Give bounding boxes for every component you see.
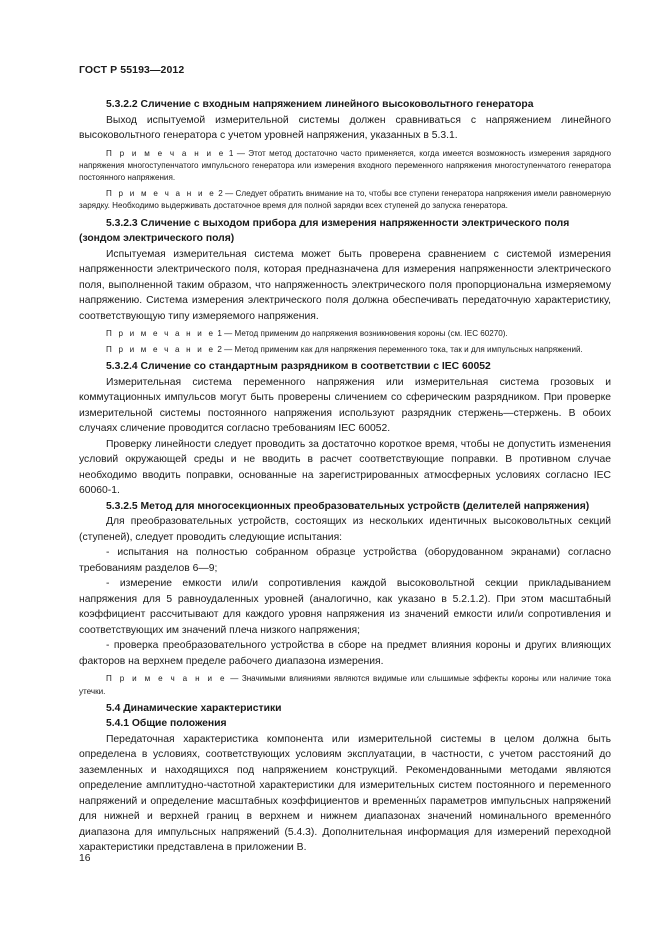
paragraph: Измерительная система переменного напряжения или измерительная система грозовых и коммутационных импульсов могут быть проверены сличением со сферическим разрядником. При проверке измерительной системы постоянного напряжения используют разрядник стержень—стержень. В обоих случаях сличение проводится согласно требованиям IEC 60052. xyxy=(79,376,611,435)
note-text: 2 — Следует обратить внимание на то, чтобы все ступени генератора напряжения имели равномерную зарядку. Необходимо выдерживать достаточное время для полной зарядки всех ступеней до запуска генератора. xyxy=(79,189,611,211)
note xyxy=(79,188,611,212)
note xyxy=(79,328,611,340)
page-number: 16 xyxy=(79,853,91,864)
note-label: П р и м е ч а н и е xyxy=(106,148,226,158)
section-heading: 5.4 Динамические характеристики xyxy=(106,702,282,714)
note-text: — Значимыми влияниями являются видимые или слышимые эффекты короны или наличие тока утечки. xyxy=(79,674,611,696)
list-item: - измерение емкости или/и сопротивления каждой высоковольтной секции прикладыванием напряжения для 5 равноудаленных уровней (аналогично, как указано в 5.2.1.2). При этом масштабный коэффициент рассчитывают для каждого уровня напряжения из значений емкости или/и сопротивления и соответствующих им значений плеча низкого напряжения; xyxy=(79,578,611,636)
paragraph: Выход испытуемой измерительной системы должен сравниваться с напряжением линейного высоковольтного генератора с учетом уровней напряжения, указанных в 5.3.1. xyxy=(79,114,611,141)
paragraph: Для преобразовательных устройств, состоящих из нескольких идентичных высоковольтных секций (ступеней), следует проводить следующие испытания: xyxy=(79,516,611,543)
section-heading: 5.3.2.5 Метод для многосекционных преобразовательных устройств (делителей напряжения) xyxy=(106,500,590,512)
note xyxy=(79,344,611,356)
paragraph: Передаточная характеристика компонента или измерительной системы в целом должна быть определена в условиях, соответствующих условиям эксплуатации, в частности, с учетом расстояний до заземленных и находящихся под напряжением конструкций. Рекомендованными методами являются определение амплитудно-частотной характеристики для измерительных систем постоянного и переменного напряжений и определение масштабных коэффициентов и временны́х параметров импульсных напряжений для нижней и верхней границ в верхнем и нижнем диапазонах значений номинального временно́го диапазона для импульсных напряжений (5.4.3). Дополнительная информация для измерений переходной характеристики представлена в приложении В. xyxy=(79,733,611,854)
list-item: - проверка преобразовательного устройства в сборе на предмет влияния короны и других влияющих факторов на верхнем пределе рабочего диапазона измерения. xyxy=(79,640,611,667)
note-text: 2 — Метод применим как для напряжения переменного тока, так и для импульсных напряжений. xyxy=(215,345,583,355)
note-label: П р и м е ч а н и е xyxy=(106,674,227,684)
document-body xyxy=(79,97,611,856)
section-heading: 5.3.2.2 Сличение с входным напряжением линейного высоковольтного генератора xyxy=(106,99,534,110)
note xyxy=(79,148,611,185)
section-heading: 5.3.2.4 Сличение со стандартным разрядником в соответствии с IEC 60052 xyxy=(106,361,491,373)
paragraph: Проверку линейности следует проводить за достаточно короткое время, чтобы не допустить изменения условий окружающей среды и не вводить в расчет соответствующие поправки. В противном случае необходимо вводить поправки, основанные на зарегистрированных атмосферных условиях согласно IEC 60060-1. xyxy=(79,438,611,497)
note-label: П р и м е ч а н и е xyxy=(106,329,216,339)
paragraph: Испытуемая измерительная система может быть проверена сравнением с системой измерения напряженности электрического поля, которая предназначена для измерения напряженности электрического поля, выполненной таким образом, что напряженность электрического поля пропорциональна измеряемому напряжению. Система измерения электрического поля должна обеспечивать передаточную характеристику, соответствующую типу измеряемого напряжения. xyxy=(79,248,611,322)
note-text: 1 — Метод применим до напряжения возникновения короны (см. IEC 60270). xyxy=(215,329,508,339)
subsection-heading: 5.4.1 Общие положения xyxy=(106,718,227,730)
list-item: - испытания на полностью собранном образце устройства (оборудованном экранами) согласно требованиям разделов 6—9; xyxy=(79,547,611,574)
note-label: П р и м е ч а н и е xyxy=(106,189,216,199)
section-heading: 5.3.2.3 Сличение с выходом прибора для измерения напряженности электрического поля (зондом электрического поля) xyxy=(79,217,570,245)
note xyxy=(79,673,611,697)
note-text: 1 — Этот метод достаточно часто применяется, когда имеется возможность измерения зарядного напряжения многоступенчатого импульсного генератора или измерения входного переменного напряжения многоступенчатого генератора постоянного напряжения. xyxy=(79,148,612,182)
document-header: ГОСТ Р 55193—2012 xyxy=(79,64,185,76)
note-label: П р и м е ч а н и е xyxy=(106,345,216,355)
